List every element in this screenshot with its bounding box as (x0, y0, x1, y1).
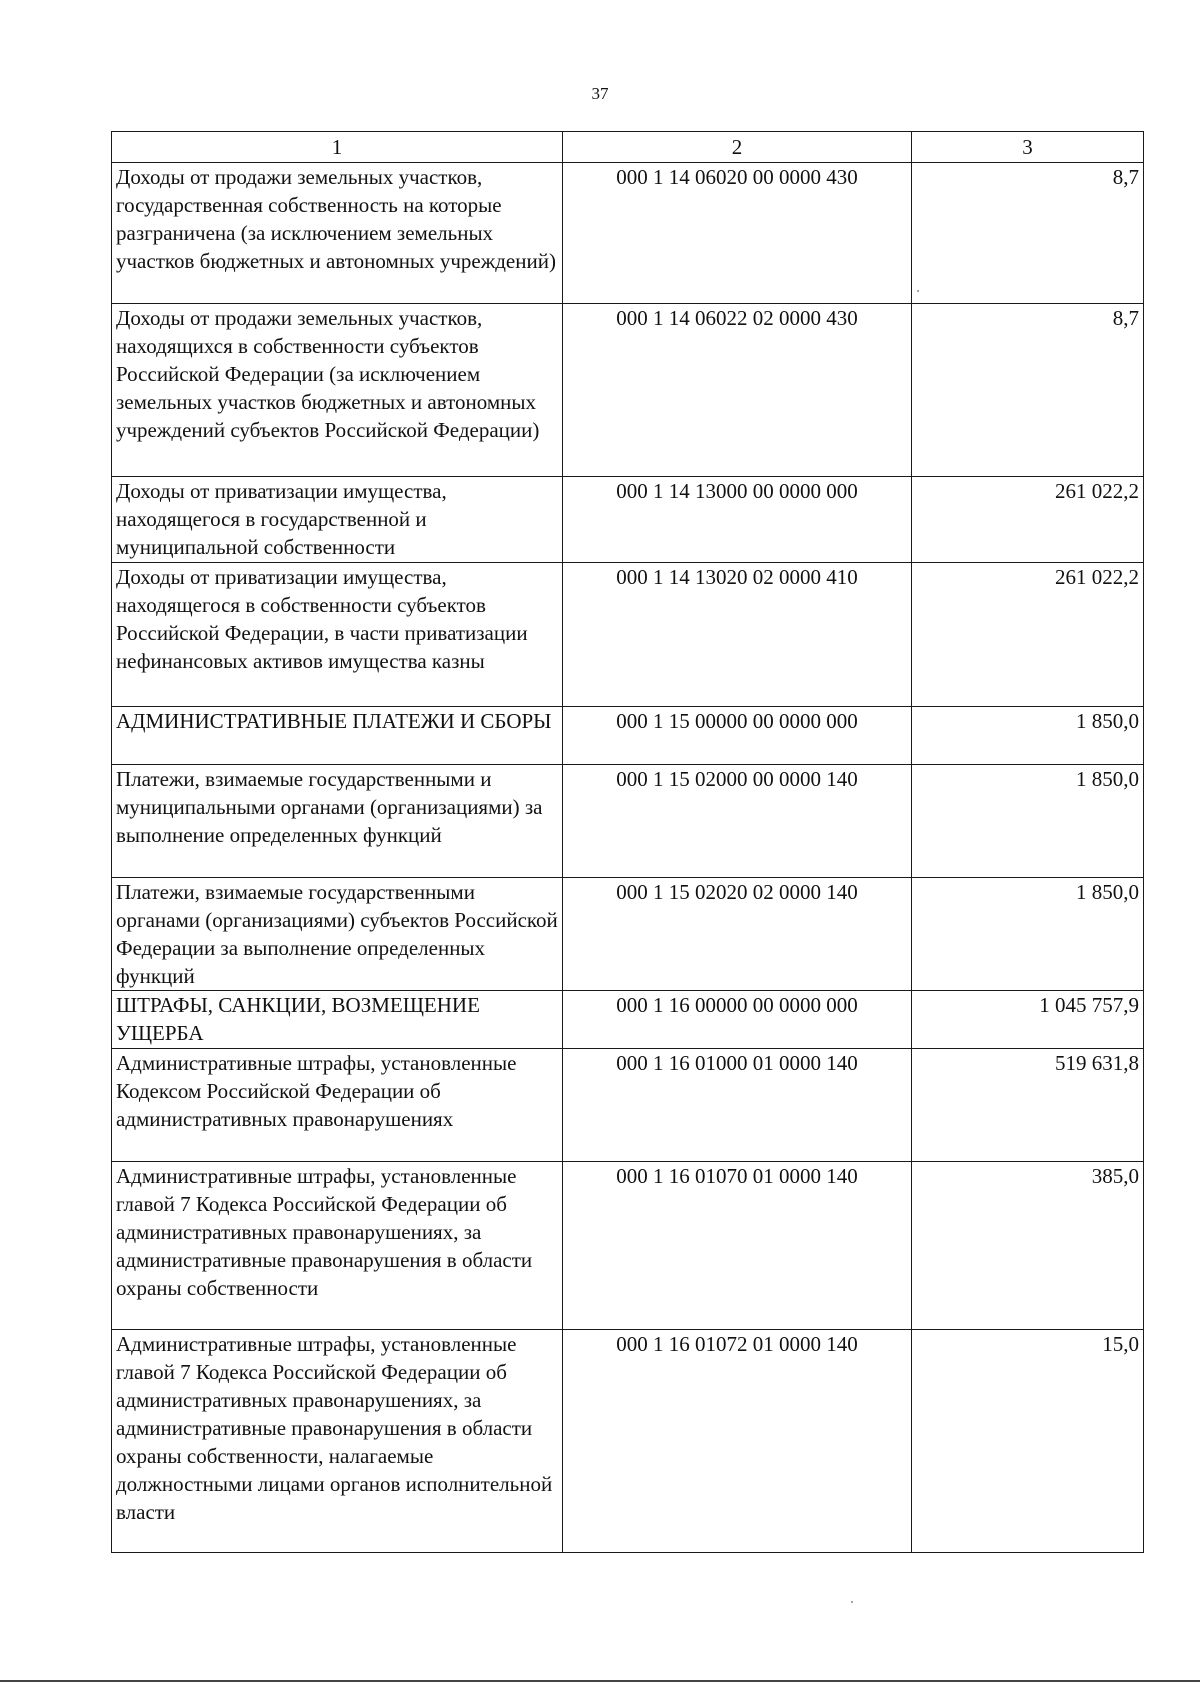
amount: 8,7 (912, 163, 1144, 304)
amount: 1 850,0 (912, 878, 1144, 991)
revenue-name: Доходы от продажи земельных участков, государственная собственность на которые разграничена (за исключением земельных участков бюджетных и автономных учреждений) (112, 163, 563, 304)
amount: 261 022,2 (912, 563, 1144, 707)
table-row (112, 304, 1144, 477)
page-number: 37 (591, 84, 609, 103)
revenue-name: Доходы от приватизации имущества, находящегося в государственной и муниципальной собственности (112, 477, 563, 563)
amount: 519 631,8 (912, 1049, 1144, 1162)
table-row (112, 1049, 1144, 1162)
table-row (112, 163, 1144, 304)
amount: 1 850,0 (912, 765, 1144, 878)
budget-revenue-table (111, 131, 1144, 1553)
budget-code: 000 1 16 01000 01 0000 140 (563, 1049, 912, 1162)
table-row (112, 1162, 1144, 1330)
budget-code: 000 1 14 06022 02 0000 430 (563, 304, 912, 477)
revenue-name: Административные штрафы, установленные главой 7 Кодекса Российской Федерации об административных правонарушениях, за административные правонарушения в области охраны собственности (112, 1162, 563, 1330)
footer-rule (0, 1680, 1200, 1682)
budget-code: 000 1 14 13000 00 0000 000 (563, 477, 912, 563)
revenue-name: Платежи, взимаемые государственными и муниципальными органами (организациями) за выполнение определенных функций (112, 765, 563, 878)
amount: 1 850,0 (912, 707, 1144, 765)
revenue-name: Доходы от продажи земельных участков, находящихся в собственности субъектов Российской Федерации (за исключением земельных участков бюджетных и автономных учреждений субъектов Российской Федерации) (112, 304, 563, 477)
budget-code: 000 1 15 02000 00 0000 140 (563, 765, 912, 878)
revenue-name: Платежи, взимаемые государственными органами (организациями) субъектов Российской Федерации за выполнение определенных функций (112, 878, 563, 991)
scan-speck (917, 290, 919, 292)
budget-code: 000 1 14 06020 00 0000 430 (563, 163, 912, 304)
revenue-name: ШТРАФЫ, САНКЦИИ, ВОЗМЕЩЕНИЕ УЩЕРБА (112, 991, 563, 1049)
table-header-row (112, 132, 1144, 163)
table-row (112, 878, 1144, 991)
table-row (112, 765, 1144, 878)
table-row (112, 563, 1144, 707)
budget-code: 000 1 16 00000 00 0000 000 (563, 991, 912, 1049)
budget-code: 000 1 15 00000 00 0000 000 (563, 707, 912, 765)
revenue-name: Доходы от приватизации имущества, находящегося в собственности субъектов Российской Федерации, в части приватизации нефинансовых активов имущества казны (112, 563, 563, 707)
revenue-name: АДМИНИСТРАТИВНЫЕ ПЛАТЕЖИ И СБОРЫ (112, 707, 563, 765)
amount: 15,0 (912, 1330, 1144, 1553)
header-col-3: 3 (912, 132, 1144, 163)
table-row (112, 477, 1144, 563)
budget-code: 000 1 16 01072 01 0000 140 (563, 1330, 912, 1553)
header-col-1: 1 (112, 132, 563, 163)
amount: 385,0 (912, 1162, 1144, 1330)
table-row (112, 1330, 1144, 1553)
amount: 8,7 (912, 304, 1144, 477)
revenue-name: Административные штрафы, установленные Кодексом Российской Федерации об административных правонарушениях (112, 1049, 563, 1162)
amount: 1 045 757,9 (912, 991, 1144, 1049)
table-row (112, 991, 1144, 1049)
revenue-name: Административные штрафы, установленные главой 7 Кодекса Российской Федерации об административных правонарушениях, за административные правонарушения в области охраны собственности, налагаемые должностными лицами органов исполнительной власти (112, 1330, 563, 1553)
table-row (112, 707, 1144, 765)
budget-code: 000 1 14 13020 02 0000 410 (563, 563, 912, 707)
budget-code: 000 1 16 01070 01 0000 140 (563, 1162, 912, 1330)
amount: 261 022,2 (912, 477, 1144, 563)
budget-code: 000 1 15 02020 02 0000 140 (563, 878, 912, 991)
header-col-2: 2 (563, 132, 912, 163)
scan-speck (851, 1601, 853, 1603)
